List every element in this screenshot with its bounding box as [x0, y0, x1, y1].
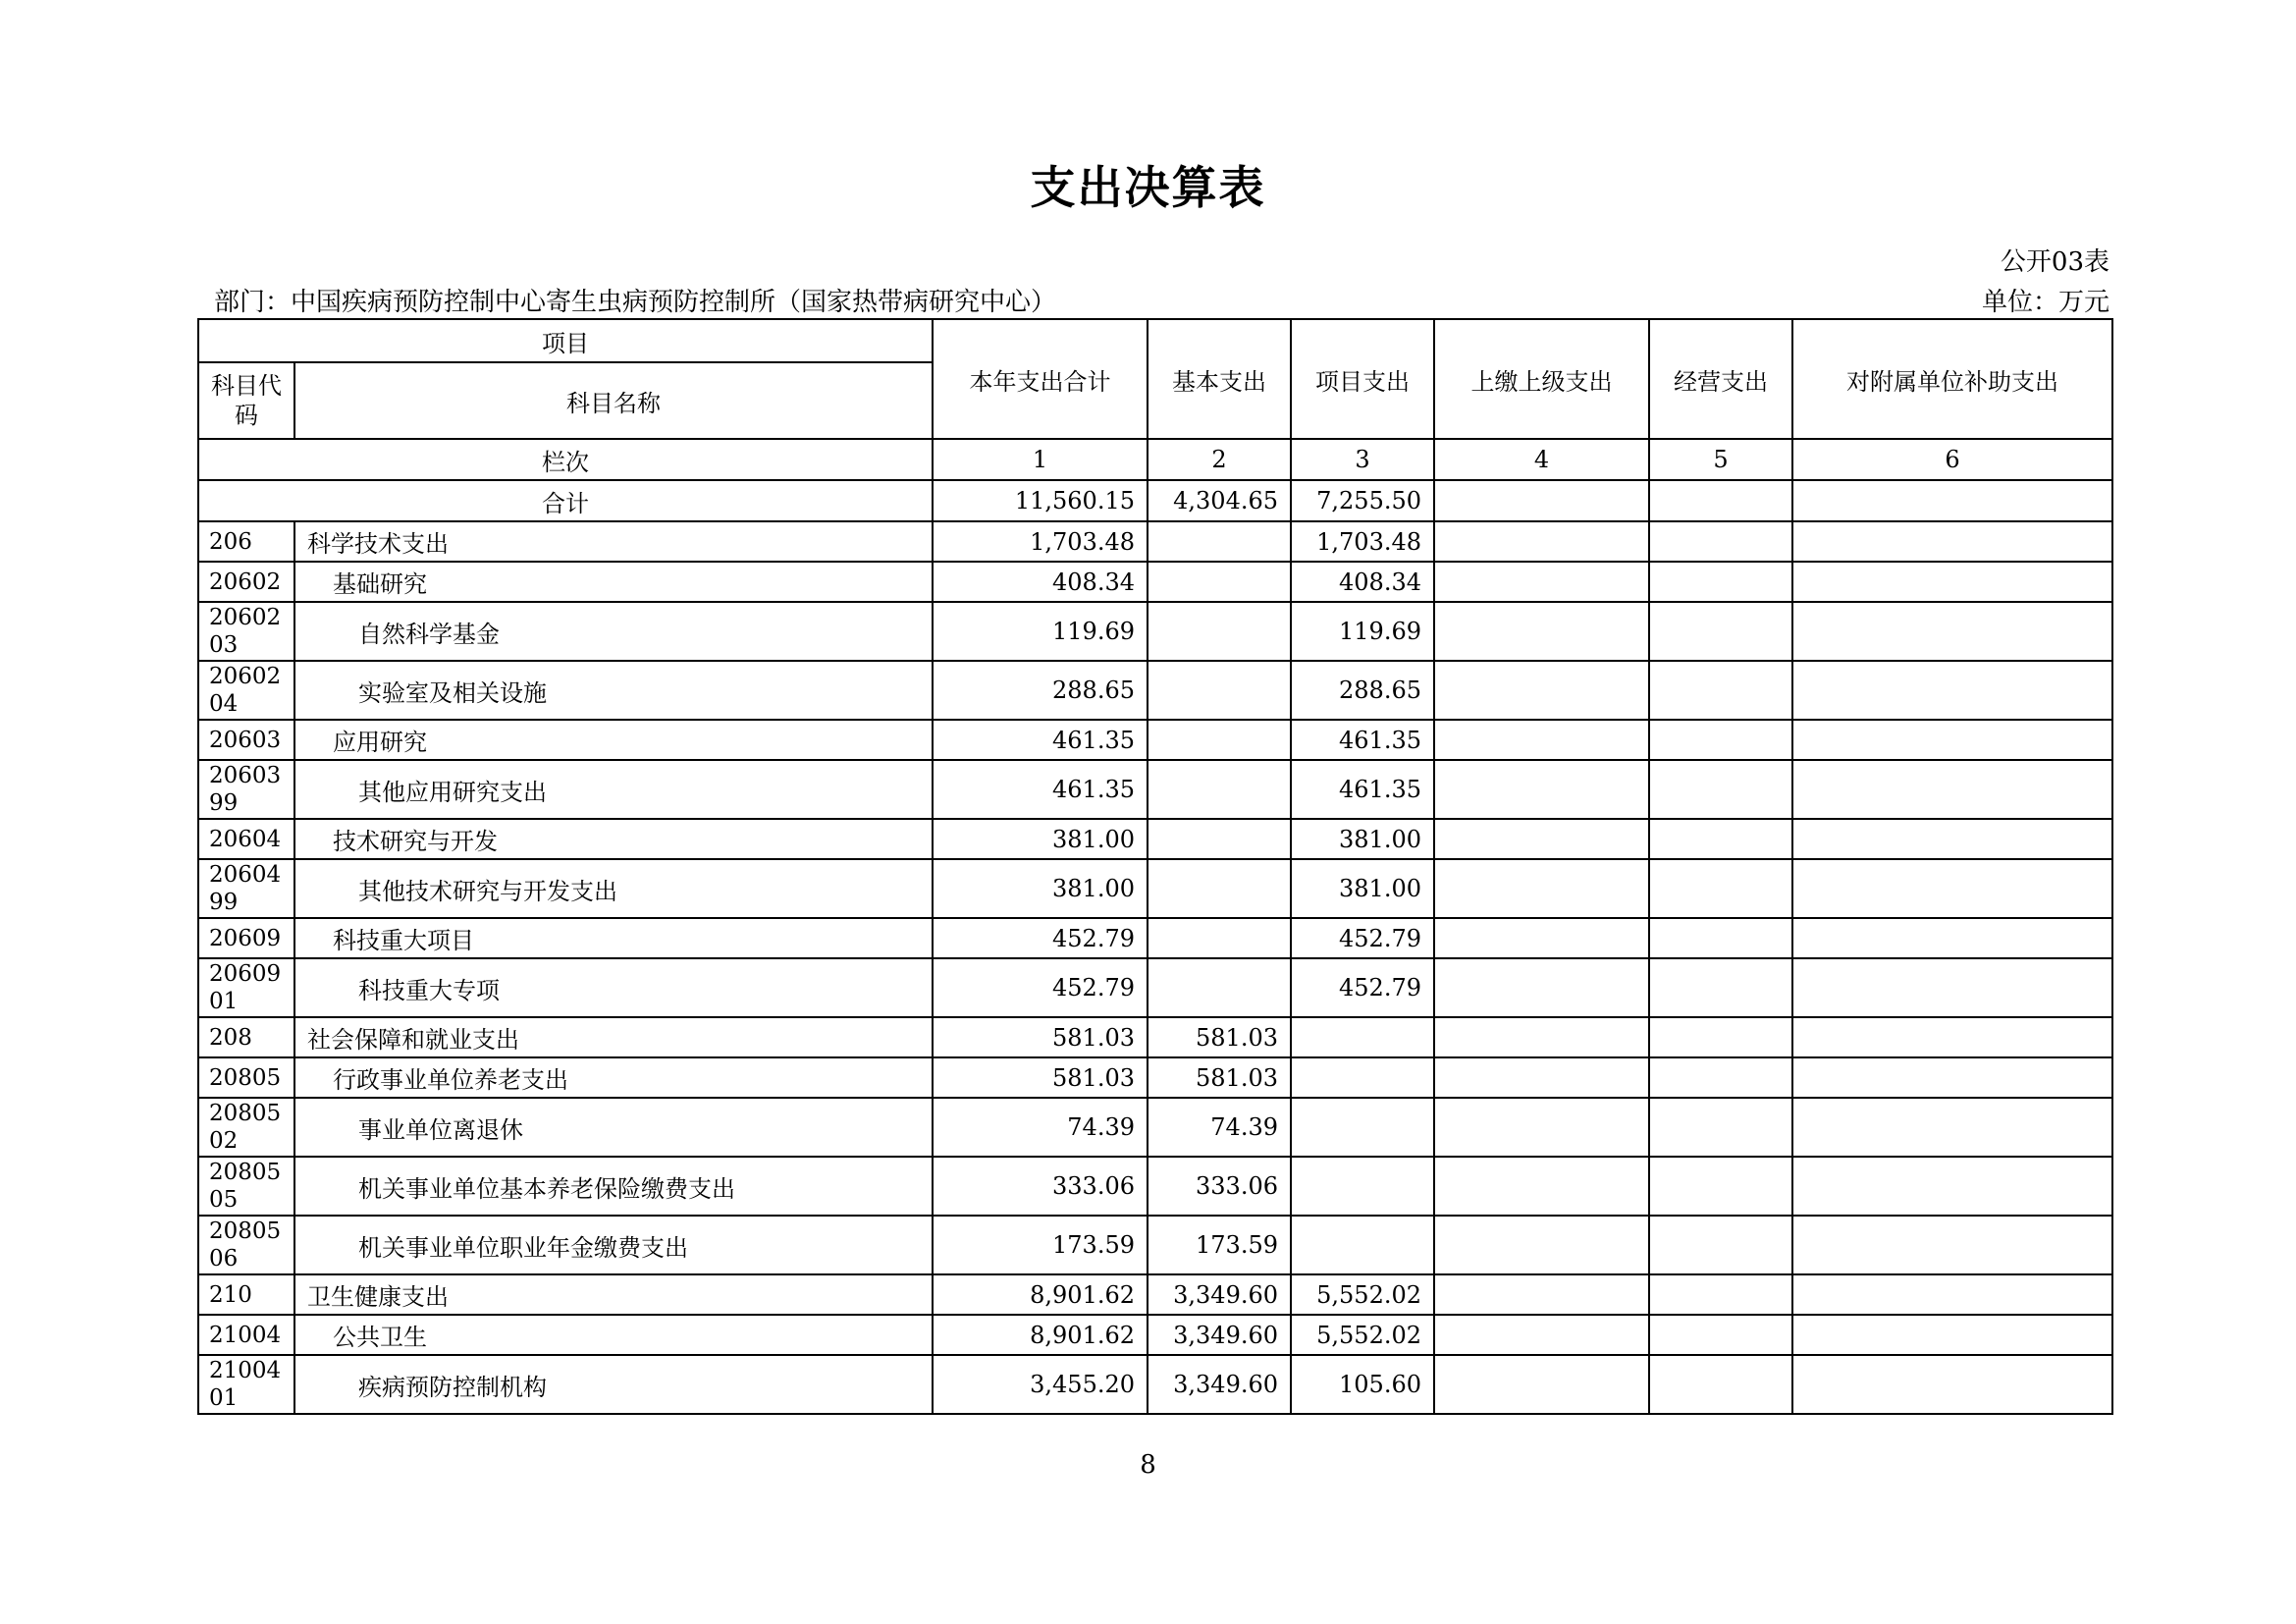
amount-cell: 333.06 [1148, 1157, 1291, 1216]
amount-cell [1649, 602, 1792, 661]
amount-cell: 173.59 [1148, 1216, 1291, 1274]
header-col-1: 本年支出合计 [933, 319, 1148, 439]
amount-cell [1792, 1355, 2112, 1414]
amount-cell: 581.03 [933, 1017, 1148, 1057]
subject-code-part: 21004 [209, 1358, 282, 1383]
subject-code-part: 02 [209, 1128, 239, 1154]
amount-cell [1792, 1157, 2112, 1216]
amount-cell: 408.34 [933, 562, 1148, 602]
amount-cell: 581.03 [1148, 1017, 1291, 1057]
amount-cell [1291, 1098, 1434, 1157]
form-number: 公开03表 [2000, 247, 2109, 277]
amount-cell [1792, 1315, 2112, 1355]
total-value [1434, 480, 1649, 521]
amount-cell: 8,901.62 [933, 1315, 1148, 1355]
amount-cell [1792, 661, 2112, 720]
subject-code: 208 [198, 1017, 294, 1057]
table-row [198, 521, 2112, 562]
amount-cell: 452.79 [1291, 918, 1434, 958]
amount-cell: 1,703.48 [933, 521, 1148, 562]
subject-code-part: 20603 [209, 763, 282, 788]
page-number: 8 [1140, 1450, 1156, 1480]
table-row [198, 602, 2112, 661]
amount-cell: 5,552.02 [1291, 1315, 1434, 1355]
amount-cell [1792, 720, 2112, 760]
header-col-6: 对附属单位补助支出 [1792, 319, 2112, 439]
amount-cell: 461.35 [1291, 760, 1434, 819]
header-col-3: 项目支出 [1291, 319, 1434, 439]
total-row [198, 480, 2112, 521]
amount-cell: 581.03 [1148, 1057, 1291, 1098]
amount-cell [1434, 760, 1649, 819]
amount-cell: 1,703.48 [1291, 521, 1434, 562]
table-row [198, 661, 2112, 720]
header-col-5: 经营支出 [1649, 319, 1792, 439]
amount-cell [1434, 1098, 1649, 1157]
subject-name: 其他技术研究与开发支出 [294, 859, 933, 918]
table-row [198, 958, 2112, 1017]
table-body [198, 319, 2112, 1414]
amount-cell [1792, 760, 2112, 819]
subject-code: 20604 [198, 819, 294, 859]
subject-code-part: 20805 [209, 1218, 282, 1244]
subject-code: 20805 [198, 1057, 294, 1098]
amount-cell [1291, 1157, 1434, 1216]
table-row [198, 918, 2112, 958]
total-value: 4,304.65 [1148, 480, 1291, 521]
header-col-4: 上缴上级支出 [1434, 319, 1649, 439]
amount-cell [1792, 958, 2112, 1017]
amount-cell [1148, 521, 1291, 562]
amount-cell [1649, 760, 1792, 819]
unit-label: 单位：万元 [1981, 288, 2109, 317]
amount-cell [1434, 720, 1649, 760]
amount-cell: 381.00 [1291, 859, 1434, 918]
amount-cell [1148, 918, 1291, 958]
amount-cell: 452.79 [933, 918, 1148, 958]
subject-name: 事业单位离退休 [294, 1098, 933, 1157]
subject-name: 疾病预防控制机构 [294, 1355, 933, 1414]
table-row [198, 1216, 2112, 1274]
subject-name: 基础研究 [294, 562, 933, 602]
amount-cell: 581.03 [933, 1057, 1148, 1098]
amount-cell [1434, 1157, 1649, 1216]
amount-cell: 3,349.60 [1148, 1355, 1291, 1414]
table-row [198, 562, 2112, 602]
amount-cell: 381.00 [933, 819, 1148, 859]
subject-code [198, 602, 294, 661]
table-row [198, 1315, 2112, 1355]
header-row-lanci [198, 439, 2112, 480]
amount-cell [1649, 1157, 1792, 1216]
subject-code-part: 03 [209, 632, 239, 658]
amount-cell [1792, 1216, 2112, 1274]
header-row-item [198, 319, 2112, 362]
subject-name: 其他应用研究支出 [294, 760, 933, 819]
amount-cell [1649, 1098, 1792, 1157]
subject-code [198, 1157, 294, 1216]
subject-code [198, 1355, 294, 1414]
total-value [1649, 480, 1792, 521]
amount-cell [1291, 1057, 1434, 1098]
amount-cell: 452.79 [933, 958, 1148, 1017]
amount-cell: 461.35 [933, 760, 1148, 819]
amount-cell [1434, 1355, 1649, 1414]
amount-cell: 5,552.02 [1291, 1274, 1434, 1315]
amount-cell [1148, 602, 1291, 661]
subject-code [198, 760, 294, 819]
table-row [198, 720, 2112, 760]
col-num-3: 3 [1291, 439, 1434, 480]
subject-code-part: 20609 [209, 961, 282, 987]
amount-cell [1434, 1216, 1649, 1274]
subject-code: 20603 [198, 720, 294, 760]
amount-cell [1434, 958, 1649, 1017]
subject-code-part: 20602 [209, 605, 282, 630]
amount-cell: 452.79 [1291, 958, 1434, 1017]
total-label: 合计 [198, 480, 933, 521]
amount-cell [1649, 958, 1792, 1017]
col-num-4: 4 [1434, 439, 1649, 480]
subject-name: 行政事业单位养老支出 [294, 1057, 933, 1098]
amount-cell: 461.35 [933, 720, 1148, 760]
amount-cell [1792, 859, 2112, 918]
amount-cell [1649, 1216, 1792, 1274]
col-num-2: 2 [1148, 439, 1291, 480]
table-row [198, 1274, 2112, 1315]
subject-code-part: 20604 [209, 862, 282, 888]
amount-cell: 119.69 [1291, 602, 1434, 661]
amount-cell [1792, 1098, 2112, 1157]
subject-code-part: 99 [209, 890, 239, 915]
amount-cell [1148, 562, 1291, 602]
amount-cell [1649, 521, 1792, 562]
amount-cell: 333.06 [933, 1157, 1148, 1216]
table-row [198, 1057, 2112, 1098]
amount-cell [1291, 1017, 1434, 1057]
subject-code-part: 20602 [209, 664, 282, 689]
amount-cell [1148, 720, 1291, 760]
header-col-2: 基本支出 [1148, 319, 1291, 439]
amount-cell [1792, 819, 2112, 859]
header-code: 科目代码 [198, 362, 294, 439]
amount-cell [1434, 859, 1649, 918]
amount-cell [1792, 1017, 2112, 1057]
amount-cell: 105.60 [1291, 1355, 1434, 1414]
col-num-6: 6 [1792, 439, 2112, 480]
amount-cell [1649, 918, 1792, 958]
amount-cell [1649, 1355, 1792, 1414]
amount-cell [1291, 1216, 1434, 1274]
amount-cell [1148, 819, 1291, 859]
total-value [1792, 480, 2112, 521]
amount-cell [1434, 602, 1649, 661]
amount-cell: 3,349.60 [1148, 1274, 1291, 1315]
amount-cell [1434, 661, 1649, 720]
col-num-5: 5 [1649, 439, 1792, 480]
amount-cell [1434, 819, 1649, 859]
subject-name: 机关事业单位基本养老保险缴费支出 [294, 1157, 933, 1216]
amount-cell [1649, 819, 1792, 859]
table-row [198, 819, 2112, 859]
amount-cell [1792, 1274, 2112, 1315]
subject-code-part: 04 [209, 691, 239, 717]
amount-cell: 3,349.60 [1148, 1315, 1291, 1355]
subject-name: 实验室及相关设施 [294, 661, 933, 720]
amount-cell [1434, 918, 1649, 958]
amount-cell: 381.00 [1291, 819, 1434, 859]
amount-cell: 288.65 [933, 661, 1148, 720]
subject-code [198, 661, 294, 720]
amount-cell: 173.59 [933, 1216, 1148, 1274]
subject-name: 科技重大项目 [294, 918, 933, 958]
amount-cell [1792, 521, 2112, 562]
subject-code [198, 1216, 294, 1274]
subject-name: 科技重大专项 [294, 958, 933, 1017]
amount-cell [1434, 521, 1649, 562]
subject-code: 20602 [198, 562, 294, 602]
subject-name: 卫生健康支出 [294, 1274, 933, 1315]
amount-cell [1649, 1017, 1792, 1057]
subject-code-part: 05 [209, 1187, 239, 1213]
amount-cell: 288.65 [1291, 661, 1434, 720]
amount-cell [1434, 1017, 1649, 1057]
subject-code [198, 958, 294, 1017]
subject-code: 206 [198, 521, 294, 562]
amount-cell [1649, 562, 1792, 602]
amount-cell [1649, 1274, 1792, 1315]
col-num-1: 1 [933, 439, 1148, 480]
header-lanci: 栏次 [198, 439, 933, 480]
page-title: 支出决算表 [1030, 161, 1266, 214]
amount-cell [1434, 562, 1649, 602]
table-row [198, 859, 2112, 918]
amount-cell: 8,901.62 [933, 1274, 1148, 1315]
amount-cell [1649, 859, 1792, 918]
amount-cell [1792, 562, 2112, 602]
amount-cell: 74.39 [1148, 1098, 1291, 1157]
subject-code [198, 1098, 294, 1157]
amount-cell [1148, 958, 1291, 1017]
amount-cell [1434, 1057, 1649, 1098]
header-item: 项目 [198, 319, 933, 362]
total-value: 7,255.50 [1291, 480, 1434, 521]
amount-cell [1792, 602, 2112, 661]
amount-cell [1792, 918, 2112, 958]
subject-name: 机关事业单位职业年金缴费支出 [294, 1216, 933, 1274]
amount-cell [1649, 720, 1792, 760]
amount-cell: 381.00 [933, 859, 1148, 918]
amount-cell [1148, 760, 1291, 819]
subject-code-part: 99 [209, 790, 239, 816]
subject-name: 科学技术支出 [294, 521, 933, 562]
amount-cell [1649, 1315, 1792, 1355]
amount-cell [1434, 1315, 1649, 1355]
subject-code-part: 01 [209, 989, 239, 1014]
expenditure-table [197, 318, 2113, 1415]
subject-code: 21004 [198, 1315, 294, 1355]
table-row [198, 1098, 2112, 1157]
total-value: 11,560.15 [933, 480, 1148, 521]
subject-name: 社会保障和就业支出 [294, 1017, 933, 1057]
amount-cell [1148, 859, 1291, 918]
amount-cell [1148, 661, 1291, 720]
subject-code-part: 06 [209, 1246, 239, 1272]
amount-cell: 119.69 [933, 602, 1148, 661]
subject-code: 210 [198, 1274, 294, 1315]
subject-name: 自然科学基金 [294, 602, 933, 661]
subject-name: 公共卫生 [294, 1315, 933, 1355]
amount-cell: 408.34 [1291, 562, 1434, 602]
subject-code-part: 01 [209, 1385, 239, 1411]
amount-cell: 461.35 [1291, 720, 1434, 760]
subject-code [198, 859, 294, 918]
subject-code-part: 20805 [209, 1160, 282, 1185]
subject-code-part: 20805 [209, 1101, 282, 1126]
amount-cell: 74.39 [933, 1098, 1148, 1157]
amount-cell [1649, 1057, 1792, 1098]
subject-name: 技术研究与开发 [294, 819, 933, 859]
amount-cell [1434, 1274, 1649, 1315]
subject-name: 应用研究 [294, 720, 933, 760]
department-label: 部门：中国疾病预防控制中心寄生虫病预防控制所（国家热带病研究中心） [214, 288, 1057, 317]
subject-code: 20609 [198, 918, 294, 958]
header-name: 科目名称 [294, 362, 933, 439]
table-row [198, 1157, 2112, 1216]
amount-cell [1649, 661, 1792, 720]
table-row [198, 1355, 2112, 1414]
table-row [198, 1017, 2112, 1057]
table-row [198, 760, 2112, 819]
amount-cell: 3,455.20 [933, 1355, 1148, 1414]
amount-cell [1792, 1057, 2112, 1098]
